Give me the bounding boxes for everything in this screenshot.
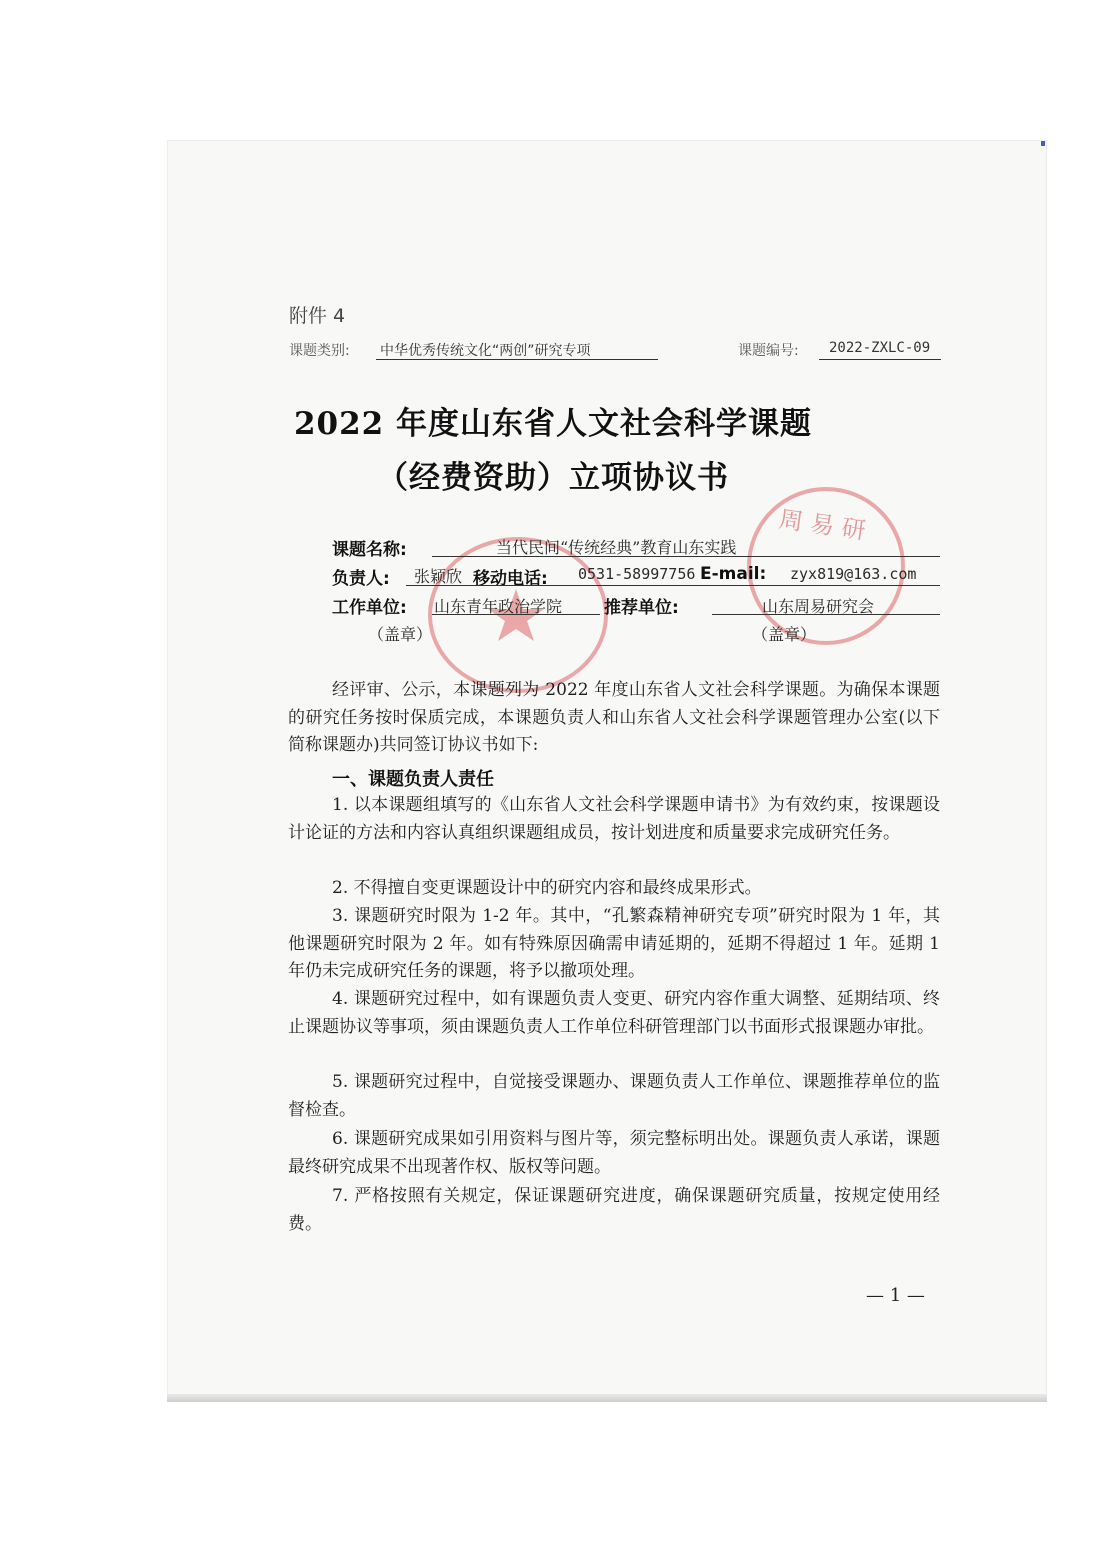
clause-4: 4. 课题研究过程中，如有课题负责人变更、研究内容作重大调整、延期结项、终止课题协议等事项，须由课题负责人工作单位科研管理部门以书面形式报课题办审批。 [288,989,940,1037]
project-number-label: 课题编号: [738,343,799,359]
email-value: zyx819@163.com [790,565,917,583]
seal-text: 周 易 研 [777,505,868,545]
section-heading: 一、课题负责人责任 [332,769,494,790]
project-number-value: 2022-ZXLC-09 [829,340,931,356]
page-edge-shadow [167,1394,1047,1402]
document-title-line1: 2022 年度山东省人文社会科学课题 [293,406,813,442]
clause-6: 6. 课题研究成果如引用资料与图片等，须完整标明出处。课题负责人承诺，课题最终研究成果不出现著作权、版权等问题。 [288,1129,940,1177]
recommend-unit-underline [712,614,940,615]
seal-note-left: （盖章） [368,625,433,644]
document-title-line2: （经费资助）立项协议书 [377,460,729,496]
category-value: 中华优秀传统文化“两创”研究专项 [380,343,591,359]
email-label: E-mail: [700,564,767,584]
leader-label: 负责人: [332,569,390,589]
clause-5: 5. 课题研究过程中，自觉接受课题办、课题负责人工作单位、课题推荐单位的监督检查。 [288,1072,940,1120]
page-number: — 1 — [866,1285,925,1306]
work-unit-value: 山东青年政治学院 [434,597,563,616]
work-unit-label: 工作单位: [332,598,407,618]
leader-value: 张颖欣 [414,567,463,586]
clause-2: 2. 不得擅自变更课题设计中的研究内容和最终成果形式。 [332,878,762,898]
clause-7: 7. 严格按照有关规定，保证课题研究进度，确保课题研究质量，按规定使用经费。 [288,1186,940,1234]
project-name-underline [432,556,940,557]
phone-label: 移动电话: [473,569,548,589]
clause-3: 3. 课题研究时限为 1-2 年。其中，“孔繁森精神研究专项”研究时限为 1 年，其他课题研究时限为 2 年。如有特殊原因确需申请延期的，延期不得超过 1 年。延期 1 年仍未完成研究任务的课题，将予以撤项处理。 [288,906,940,981]
category-underline [376,359,658,360]
work-unit-underline [432,614,600,615]
project-name-value: 当代民间“传统经典”教育山东实践 [496,538,737,557]
project-number-underline [819,359,941,360]
phone-value: 0531-58997756 [578,565,696,583]
recommend-unit-value: 山东周易研究会 [762,597,875,616]
leader-underline [406,585,940,586]
clause-1: 1. 以本课题组填写的《山东省人文社会科学课题申请书》为有效约束，按课题设计论证的方法和内容认真组织课题组成员，按计划进度和质量要求完成研究任务。 [288,795,940,843]
recommend-unit-label: 推荐单位: [604,598,679,618]
corner-mark [1041,141,1045,146]
annex-label: 附件 4 [289,305,346,327]
project-name-label: 课题名称: [332,540,407,560]
category-label: 课题类别: [289,343,350,359]
seal-note-right: （盖章） [752,625,817,644]
intro-paragraph: 经评审、公示，本课题列为 2022 年度山东省人文社会科学课题。为确保本课题的研究任务按时保质完成，本课题负责人和山东省人文社会科学课题管理办公室(以下简称课题办)共同签订协议书如下: [288,680,940,755]
